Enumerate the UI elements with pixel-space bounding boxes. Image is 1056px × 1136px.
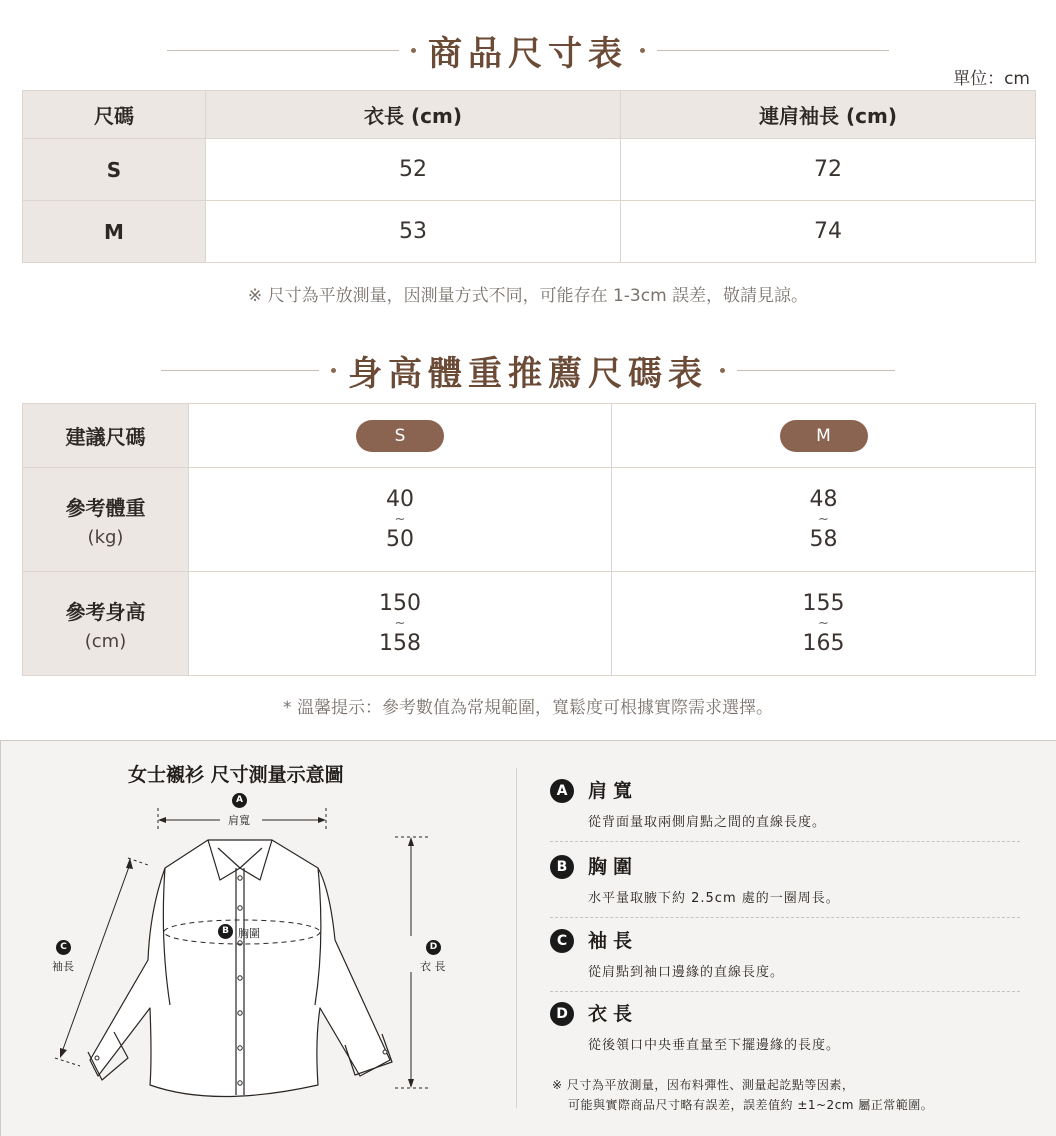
unit-label: 單位：cm [953, 69, 1030, 89]
col-header-size: 尺碼 [23, 91, 206, 139]
range-tilde: ~ [818, 511, 829, 527]
range-max: 165 [802, 630, 845, 656]
shoulder-label: 肩寬 [228, 814, 250, 827]
cell-length: 52 [206, 139, 621, 201]
heading-dot-left [411, 48, 416, 53]
range-min: 155 [802, 590, 845, 616]
range-max: 158 [379, 630, 421, 656]
heading-rule-left [167, 50, 399, 51]
heading-rule-right [737, 370, 895, 371]
recommend-table [22, 403, 1036, 676]
size-chart-heading [0, 26, 1056, 75]
recommend-heading [0, 346, 1056, 395]
badge-b-marker: B [218, 924, 233, 939]
row-label-height: 參考身高 [65, 599, 146, 624]
row-label-size: 建議尺碼 [23, 404, 189, 468]
row-size: S [23, 139, 206, 201]
diagram-footnote-1: ※ 尺寸為平放測量，因布料彈性、測量起訖點等因素， [552, 1078, 855, 1092]
badge-b: B [550, 855, 574, 879]
badge-d: D [550, 1002, 574, 1026]
range-min: 48 [809, 486, 838, 512]
cell-sleeve: 74 [621, 201, 1036, 263]
divider [550, 841, 1020, 842]
divider [550, 917, 1020, 918]
heading-rule-left [161, 370, 319, 371]
heading-dot-right [720, 368, 725, 373]
heading-dot-left [331, 368, 336, 373]
size-badge: M [780, 420, 868, 452]
recommend-weight-row [23, 468, 1036, 572]
recommend-height-row [23, 572, 1036, 676]
row-label-weight-unit: (kg) [87, 526, 124, 548]
height-range [612, 572, 1036, 676]
weight-range [612, 468, 1036, 572]
heading-rule-right [657, 50, 889, 51]
size-chart-title: 商品尺寸表 [428, 34, 628, 74]
table-row [23, 201, 1036, 263]
size-cell [612, 404, 1036, 468]
badge-a-marker: A [232, 793, 247, 808]
recommend-note: * 溫馨提示：參考數值為常規範圍，寬鬆度可根據實際需求選擇。 [283, 698, 773, 718]
size-badge: S [356, 420, 444, 452]
item-desc: 水平量取腋下約 2.5cm 處的一圈周長。 [588, 891, 840, 906]
diagram-footnote-2: 可能與實際商品尺寸略有誤差，誤差值約 ±1~2cm 屬正常範圍。 [568, 1098, 934, 1112]
row-label-weight-cell [23, 468, 189, 572]
cell-length: 53 [206, 201, 621, 263]
item-name: 衣長 [588, 1003, 639, 1025]
badge-c: C [550, 929, 574, 953]
weight-range [189, 468, 612, 572]
cell-sleeve: 72 [621, 139, 1036, 201]
range-max: 50 [386, 526, 414, 552]
size-chart-note: ※ 尺寸為平放測量，因測量方式不同，可能存在 1-3cm 誤差，敬請見諒。 [247, 286, 809, 306]
panel-divider [516, 768, 517, 1108]
size-cell [189, 404, 612, 468]
col-header-sleeve: 連肩袖長 (cm) [621, 91, 1036, 139]
divider [550, 991, 1020, 992]
row-label-weight: 參考體重 [65, 495, 146, 520]
badge-d-marker: D [426, 940, 441, 955]
col-header-length: 衣長 (cm) [206, 91, 621, 139]
height-range [189, 572, 612, 676]
item-name: 肩寬 [588, 780, 639, 802]
item-name: 胸圍 [588, 856, 639, 878]
badge-a: A [550, 779, 574, 803]
range-tilde: ~ [818, 615, 829, 631]
range-min: 40 [386, 486, 414, 512]
item-desc: 從後領口中央垂直量至下擺邊緣的長度。 [588, 1038, 841, 1053]
range-tilde: ~ [394, 511, 406, 527]
item-desc: 從肩點到袖口邊緣的直線長度。 [588, 965, 785, 980]
table-row [23, 139, 1036, 201]
badge-c-marker: C [56, 940, 71, 955]
recommend-size-row [23, 404, 1036, 468]
range-max: 58 [809, 526, 838, 552]
row-size: M [23, 201, 206, 263]
size-chart-header-row [23, 91, 1036, 139]
chest-label: 胸圍 [238, 927, 260, 940]
recommend-title: 身高體重推薦尺碼表 [348, 354, 708, 394]
item-desc: 從背面量取兩側肩點之間的直線長度。 [588, 815, 827, 830]
length-label: 衣 長 [420, 960, 446, 973]
diagram-title: 女士襯衫 尺寸測量示意圖 [128, 764, 344, 786]
heading-dot-right [640, 48, 645, 53]
range-min: 150 [379, 590, 421, 616]
range-tilde: ~ [394, 615, 406, 631]
item-name: 袖長 [588, 930, 639, 952]
row-label-height-unit: (cm) [84, 630, 127, 652]
row-label-height-cell [23, 572, 189, 676]
sleeve-label: 袖長 [52, 960, 74, 973]
size-chart-table [22, 90, 1036, 263]
